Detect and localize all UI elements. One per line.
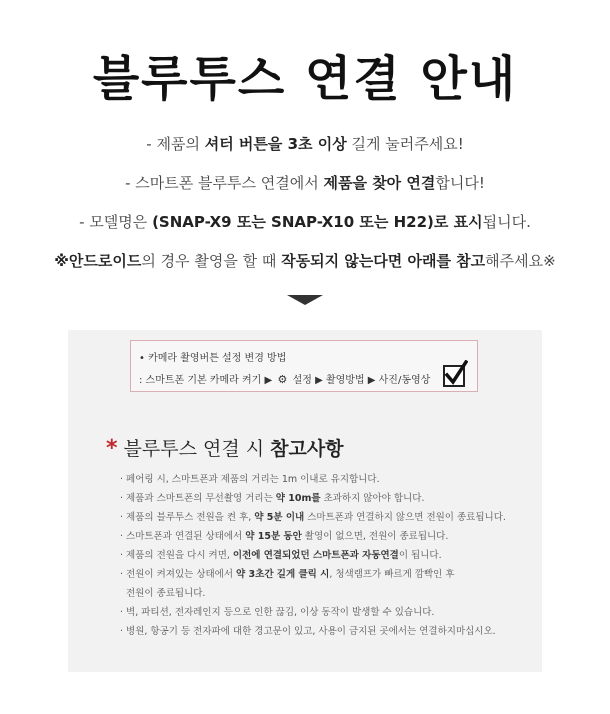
- instruction-text: - 스마트폰 블루투스 연결에서: [125, 174, 324, 192]
- notice-title-emphasis: 참고사항: [270, 438, 344, 460]
- instruction-text: 의 경우 촬영을 할 때: [141, 252, 282, 270]
- instruction-line-3: [0, 211, 610, 232]
- list-item: · 페어링 시, 스마트폰과 제품의 거리는 1m 이내로 유지합니다.: [120, 474, 380, 485]
- instruction-emphasis: 작동되지 않는다면 아래를 참고: [281, 252, 486, 270]
- instruction-text: 해주세요※: [485, 252, 556, 270]
- camera-setting-box: [130, 340, 478, 392]
- list-item: · 병원, 항공기 등 전자파에 대한 경고문이 있고, 사용이 금지된 곳에서는 연결하지마십시오.: [120, 626, 496, 637]
- instruction-line-1: [0, 133, 610, 154]
- setting-path-text: : 스마트폰 기본 카메라 켜기 ▶: [139, 375, 276, 386]
- list-item: · 제품의 블루투스 전원을 켠 후, 약 5분 이내 스마트폰과 연결하지 않으면 전원이 종료됩니다.: [120, 512, 506, 523]
- notice-title-text: 블루투스 연결 시: [123, 438, 271, 460]
- camera-setting-heading: • 카메라 촬영버튼 설정 변경 방법: [139, 353, 287, 364]
- list-item: · 제품의 전원을 다시 켜면, 이전에 연결되었던 스마트폰과 자동연결이 됩니다.: [120, 550, 442, 561]
- camera-setting-path: [139, 371, 430, 386]
- down-arrow-icon: [287, 295, 323, 305]
- instruction-emphasis: (SNAP-X9 또는 SNAP-X10 또는 H22)로 표시: [152, 213, 483, 231]
- gear-icon: ⚙: [277, 373, 288, 386]
- page-title: 블루투스 연결 안내: [92, 51, 518, 107]
- list-item: · 스마트폰과 연결된 상태에서 약 15분 동안 촬영이 없으면, 전원이 종료됩니다.: [120, 531, 449, 542]
- android-label: ※안드로이드: [54, 252, 142, 270]
- list-item: · 전원이 켜져있는 상태에서 약 3초간 길게 클릭 시, 청색램프가 빠르게 깜빡인 후: [120, 569, 455, 580]
- checkmark-icon: [443, 365, 465, 387]
- instruction-line-2: [0, 172, 610, 193]
- list-item: · 벽, 파티션, 전자레인지 등으로 인한 끊김, 이상 동작이 발생할 수 있습니다.: [120, 607, 435, 618]
- instruction-text: - 모델명은: [79, 213, 153, 231]
- instruction-emphasis: 셔터 버튼을 3초 이상: [204, 135, 347, 153]
- list-item: 전원이 종료됩니다.: [126, 588, 206, 599]
- notice-list: [120, 470, 540, 641]
- setting-path-text: 설정 ▶ 촬영방법 ▶ 사진/동영상: [289, 375, 431, 386]
- notice-title: [106, 434, 344, 461]
- instruction-text: 길게 눌러주세요!: [346, 135, 464, 153]
- instruction-text: 됩니다.: [482, 213, 531, 231]
- android-note: [0, 250, 610, 271]
- info-panel: [68, 330, 542, 672]
- instruction-text: 합니다!: [435, 174, 485, 192]
- list-item: · 제품과 스마트폰의 무선촬영 거리는 약 10m를 초과하지 않아야 합니다.: [120, 493, 425, 504]
- instruction-text: - 제품의: [146, 135, 205, 153]
- asterisk-icon: *: [106, 436, 118, 461]
- instruction-emphasis: 제품을 찾아 연결: [323, 174, 436, 192]
